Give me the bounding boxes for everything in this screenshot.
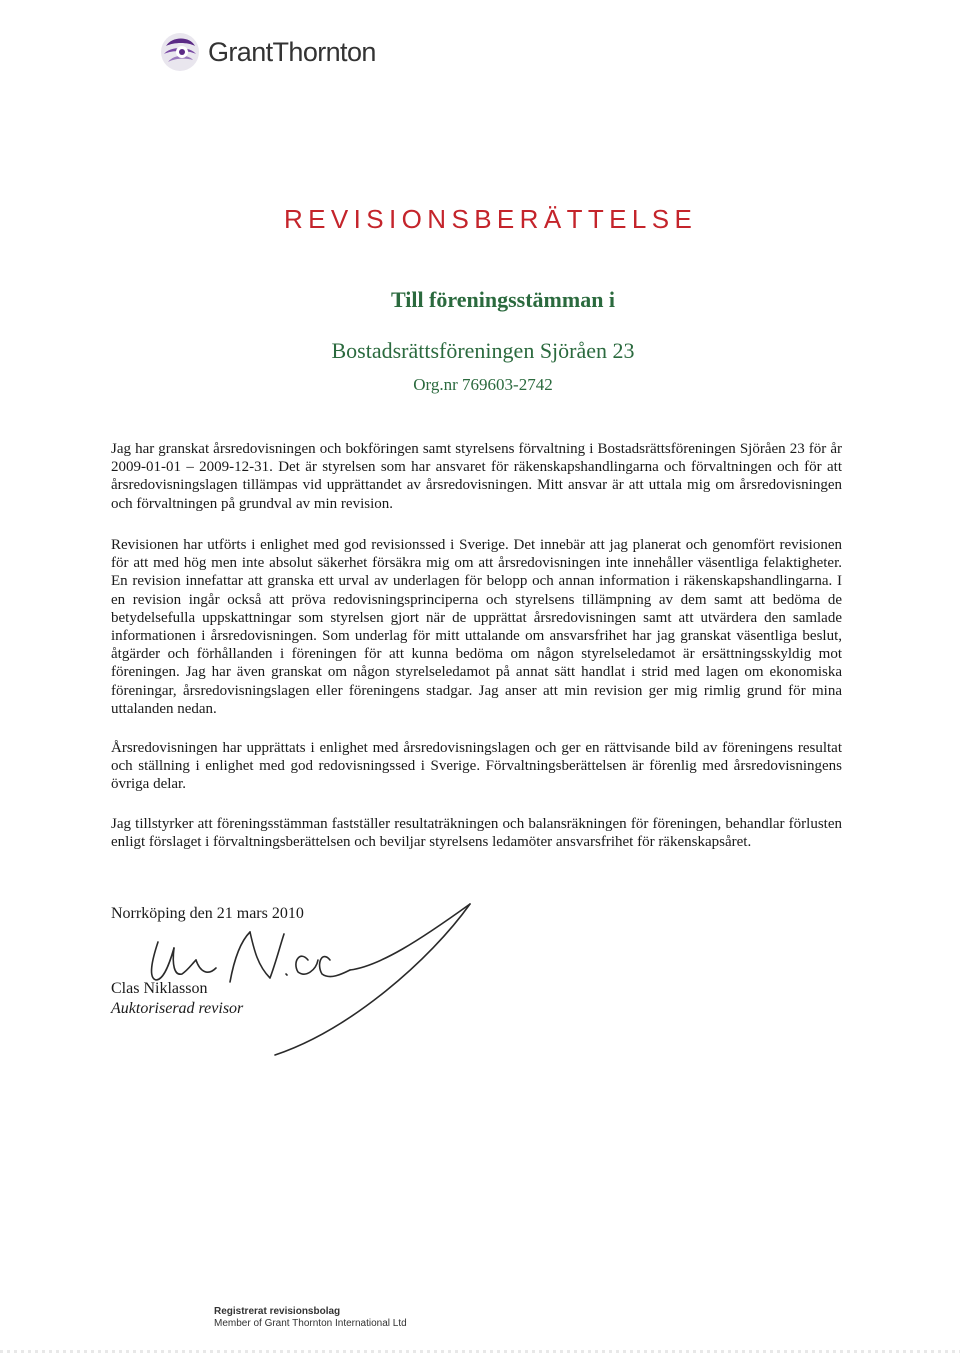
scan-edge-noise — [0, 1350, 960, 1353]
association-name: Bostadsrättsföreningen Sjöråen 23 — [331, 338, 635, 363]
signer-title: Auktoriserad revisor — [111, 1000, 244, 1017]
footer-registered: Registrerat revisionsbolag — [214, 1306, 341, 1317]
place-and-date: Norrköping den 21 mars 2010 — [111, 905, 304, 922]
report-title: REVISIONSBERÄTTELSE — [284, 204, 698, 234]
organization-number: Org.nr 769603-2742 — [413, 375, 553, 394]
company-logo — [160, 32, 376, 72]
logo-text: GrantThornton — [208, 36, 376, 67]
grant-thornton-swirl-icon — [160, 32, 200, 72]
footer-member: Member of Grant Thornton International Ltd — [214, 1318, 407, 1329]
paragraph-scope: Jag har granskat årsredovisningen och bokföringen samt styrelsens förvaltning i Bostadsrättsföreningen Sjöråen 23 för år 2009-01-01 – 2009-12-31. Det är styrelsen som har ansvaret för räkenskapshandlingarna och förvaltningen och för att årsredovisningslagen tillämpas vid upprättandet av årsredovisningen. Mitt ansvar är att uttala mig om årsredovisningen och förvaltningen på grundval av min revision. — [111, 441, 842, 512]
paragraph-audit-method: Revisionen har utförts i enlighet med god revisionssed i Sverige. Det innebär att jag planerat och genomfört revisionen för att med hög men inte absolut säkerhet försäkra mig om att årsredovisningen inte innehåller väsentliga felaktigheter. En revision innefattar att granska ett urval av underlagen för belopp och annan information i räkenskapshandlingarna. I en revision ingår också att pröva redovisningsprinciperna och styrelsens tillämpning av dem samt att bedöma de betydelsefulla uppskattningar som styrelsen gjort när de upprättat årsredovisningen samt att utvärdera den samlade informationen i årsredovisningen. Som underlag för mitt uttalande om ansvarsfrihet har jag granskat väsentliga beslut, åtgärder och förhållanden i föreningen för att kunna bedöma om någon styrelseledamot är ersättningsskyldig mot föreningen. Jag har även granskat om någon styrelseledamot på annat sätt handlat i strid med lagen om ekonomiska föreningar, årsredovisningslagen eller föreningens stadgar. Jag anser att min revision ger mig rimlig grund för mina uttalanden nedan. — [111, 537, 842, 717]
paragraph-recommendation: Jag tillstyrker att föreningsstämman fastställer resultaträkningen och balansräkningen för föreningen, behandlar förlusten enligt förslaget i förvaltningsberättelsen och beviljar styrelsens ledamöter ansvarsfrihet för räkenskapsåret. — [111, 816, 842, 851]
recipient-line: Till föreningsstämman i — [390, 287, 616, 312]
signer-name: Clas Niklasson — [111, 980, 208, 997]
paragraph-opinion: Årsredovisningen har upprättats i enlighet med årsredovisningslagen och ger en rättvisande bild av föreningens resultat och ställning i enlighet med god redovisningssed i Sverige. Förvaltningsberättelsen är förenlig med årsredovisningens övriga delar. — [111, 740, 842, 793]
